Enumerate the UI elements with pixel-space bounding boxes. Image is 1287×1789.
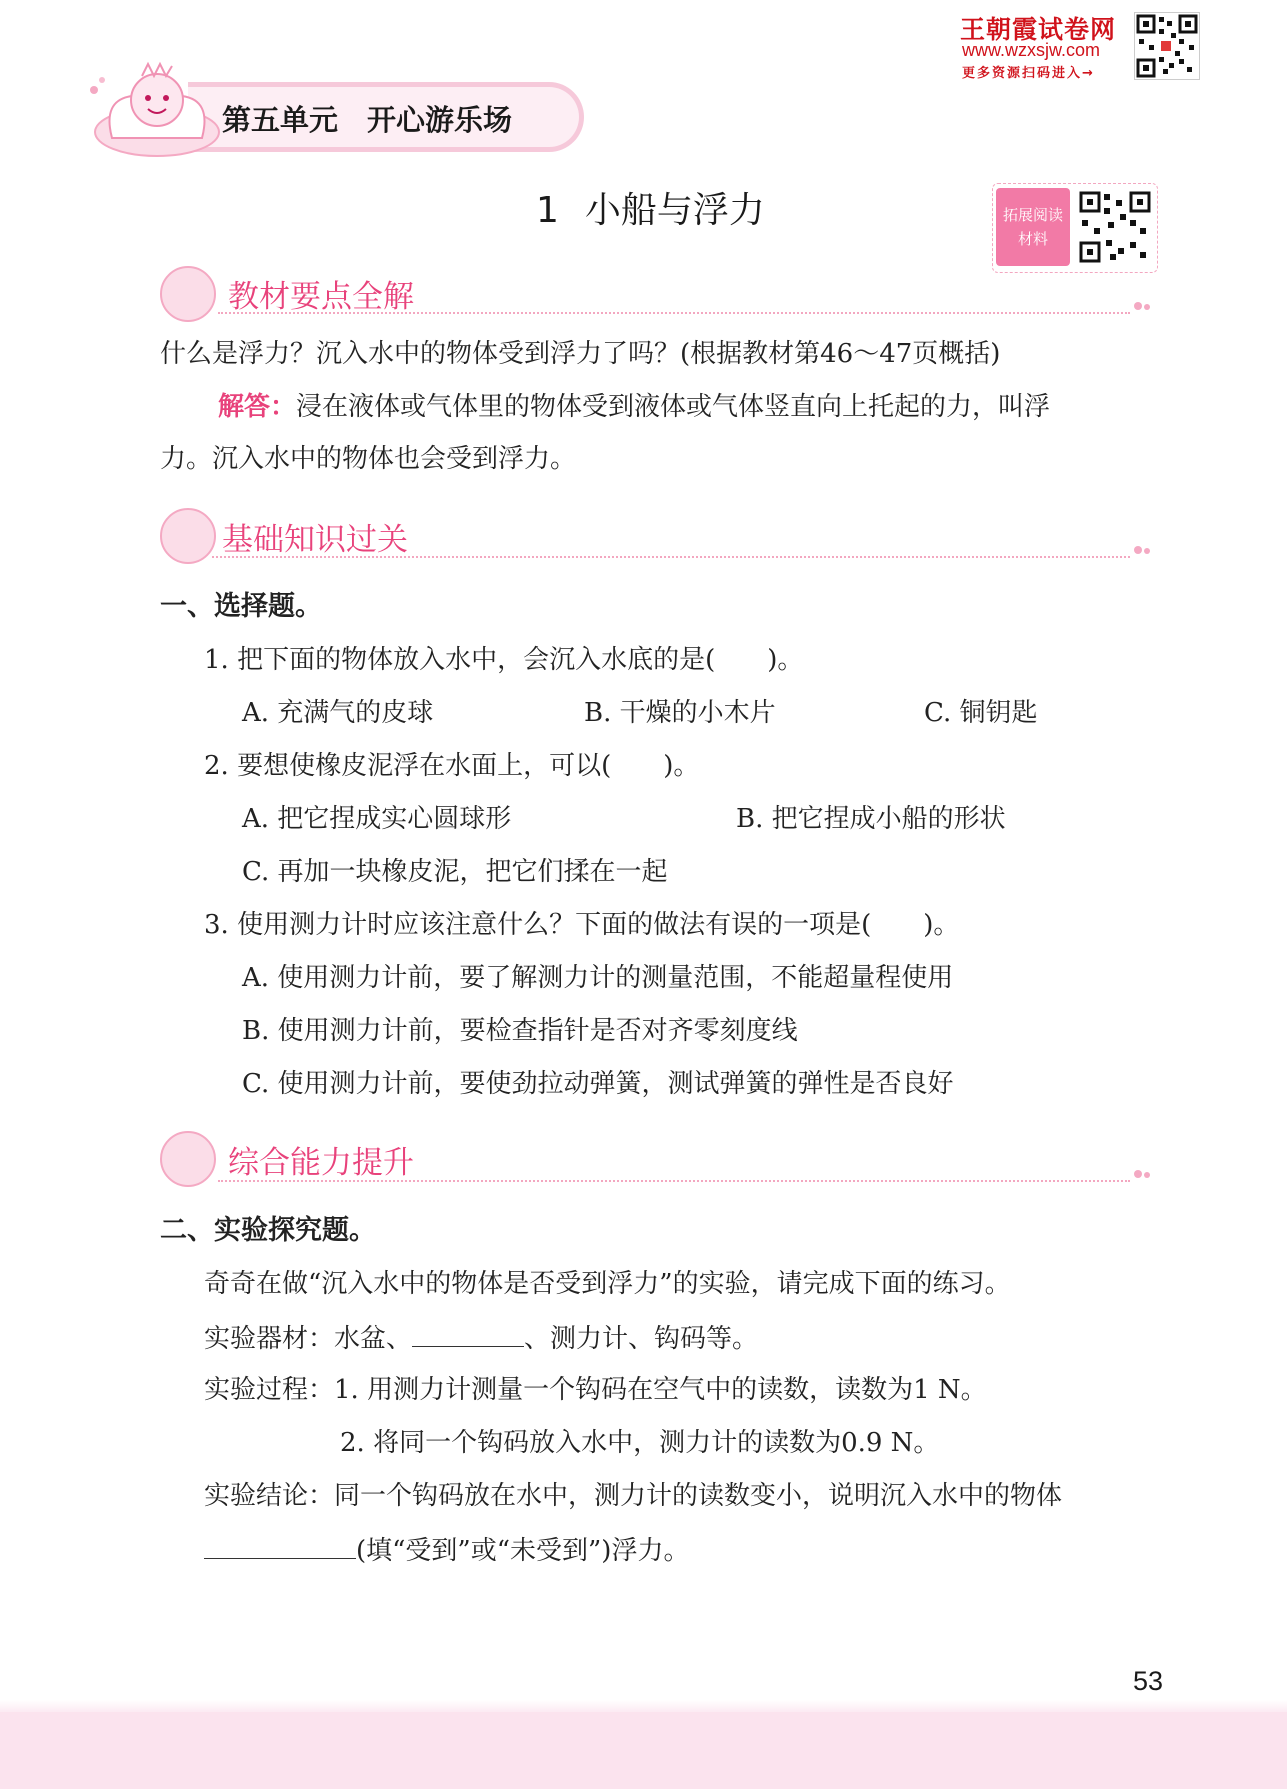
question-3-option-a[interactable]: A. 使用测力计前，要了解测力计的测量范围，不能超量程使用 xyxy=(242,963,954,993)
unit-title: 第五单元 开心游乐场 xyxy=(222,103,513,137)
footer-band xyxy=(0,1712,1287,1789)
process-label: 实验过程： xyxy=(204,1375,335,1405)
question-2-option-c[interactable]: C. 再加一块橡皮泥，把它们揉在一起 xyxy=(242,857,668,887)
process-step1-text: 1. 用测力计测量一个钩码在空气中的读数，读数为1 N。 xyxy=(334,1375,987,1405)
answer-line1: 浸在液体或气体里的物体受到液体或气体竖直向上托起的力，叫浮 xyxy=(296,392,1051,422)
experiment-materials xyxy=(204,1322,758,1354)
section-divider xyxy=(212,556,1130,558)
section-dots-icon xyxy=(1134,544,1154,556)
lesson-number: 1 xyxy=(536,190,559,231)
extended-reading-label[interactable] xyxy=(996,188,1070,266)
question-2-option-a[interactable]: A. 把它捏成实心圆球形 xyxy=(242,804,512,834)
conclusion-suffix: (填“受到”或“未受到”)浮力。 xyxy=(356,1536,690,1566)
section-advanced-title: 综合能力提升 xyxy=(228,1145,414,1181)
experiment-conclusion-line2 xyxy=(204,1534,689,1566)
answer-label: 解答： xyxy=(218,392,297,422)
experiment-intro: 奇奇在做“沉入水中的物体是否受到浮力”的实验，请完成下面的练习。 xyxy=(204,1269,1011,1299)
brand-name: 王朝霞试卷网 xyxy=(960,15,1117,44)
section-dots-icon xyxy=(1134,300,1154,312)
part-one-title: 一、选择题。 xyxy=(160,591,322,622)
section-key-points-icon xyxy=(160,266,216,322)
key-points-question: 什么是浮力？沉入水中的物体受到浮力了吗？(根据教材第46～47页概括) xyxy=(160,339,1001,369)
question-3-option-c[interactable]: C. 使用测力计前，要使劲拉动弹簧，测试弹簧的弹性是否良好 xyxy=(242,1069,954,1099)
section-divider xyxy=(218,312,1130,314)
section-dots-icon xyxy=(1134,1168,1154,1180)
extended-reading-line2: 材料 xyxy=(1017,230,1048,248)
question-3-stem: 3. 使用测力计时应该注意什么？下面的做法有误的一项是( )。 xyxy=(204,910,960,940)
page-number: 53 xyxy=(1133,1666,1164,1696)
question-1-stem: 1. 把下面的物体放入水中，会沉入水底的是( )。 xyxy=(204,645,804,675)
answer-line2: 力。沉入水中的物体也会受到浮力。 xyxy=(160,444,577,474)
materials-prefix: 实验器材：水盆、 xyxy=(204,1324,413,1354)
key-points-answer xyxy=(218,392,1050,422)
cartoon-mascot-icon xyxy=(82,60,232,160)
experiment-process-step2: 2. 将同一个钩码放入水中，测力计的读数为0.9 N。 xyxy=(340,1428,940,1458)
lesson-title xyxy=(536,182,765,233)
materials-blank-field[interactable] xyxy=(412,1322,524,1347)
question-2-option-b[interactable]: B. 把它捏成小船的形状 xyxy=(736,804,1006,834)
brand-slogan: 更多资源扫码进入→ xyxy=(962,66,1095,81)
question-1-option-c[interactable]: C. 铜钥匙 xyxy=(924,698,1038,728)
section-basics-icon xyxy=(160,508,216,564)
conclusion-blank-field[interactable] xyxy=(204,1534,356,1559)
experiment-process-step1 xyxy=(204,1375,987,1405)
extended-reading-line1: 拓展阅读 xyxy=(1002,206,1063,224)
brand-qr-code-icon[interactable] xyxy=(1134,12,1200,80)
section-basics-title: 基础知识过关 xyxy=(222,522,408,558)
section-divider xyxy=(218,1180,1130,1182)
question-2-stem: 2. 要想使橡皮泥浮在水面上，可以( )。 xyxy=(204,751,700,781)
part-two-title: 二、实验探究题。 xyxy=(160,1215,376,1246)
extended-reading-qr-code-icon[interactable] xyxy=(1078,190,1152,264)
experiment-conclusion-line1: 实验结论：同一个钩码放在水中，测力计的读数变小，说明沉入水中的物体 xyxy=(204,1481,1063,1511)
brand-url[interactable]: www.wzxsjw.com xyxy=(962,40,1101,60)
section-advanced-icon xyxy=(160,1131,216,1187)
lesson-title-text: 小船与浮力 xyxy=(584,190,765,231)
section-key-points-title: 教材要点全解 xyxy=(228,279,414,315)
materials-suffix: 、测力计、钩码等。 xyxy=(524,1324,759,1354)
question-3-option-b[interactable]: B. 使用测力计前，要检查指针是否对齐零刻度线 xyxy=(242,1016,798,1046)
question-1-option-a[interactable]: A. 充满气的皮球 xyxy=(242,698,434,728)
question-1-option-b[interactable]: B. 干燥的小木片 xyxy=(584,698,776,728)
